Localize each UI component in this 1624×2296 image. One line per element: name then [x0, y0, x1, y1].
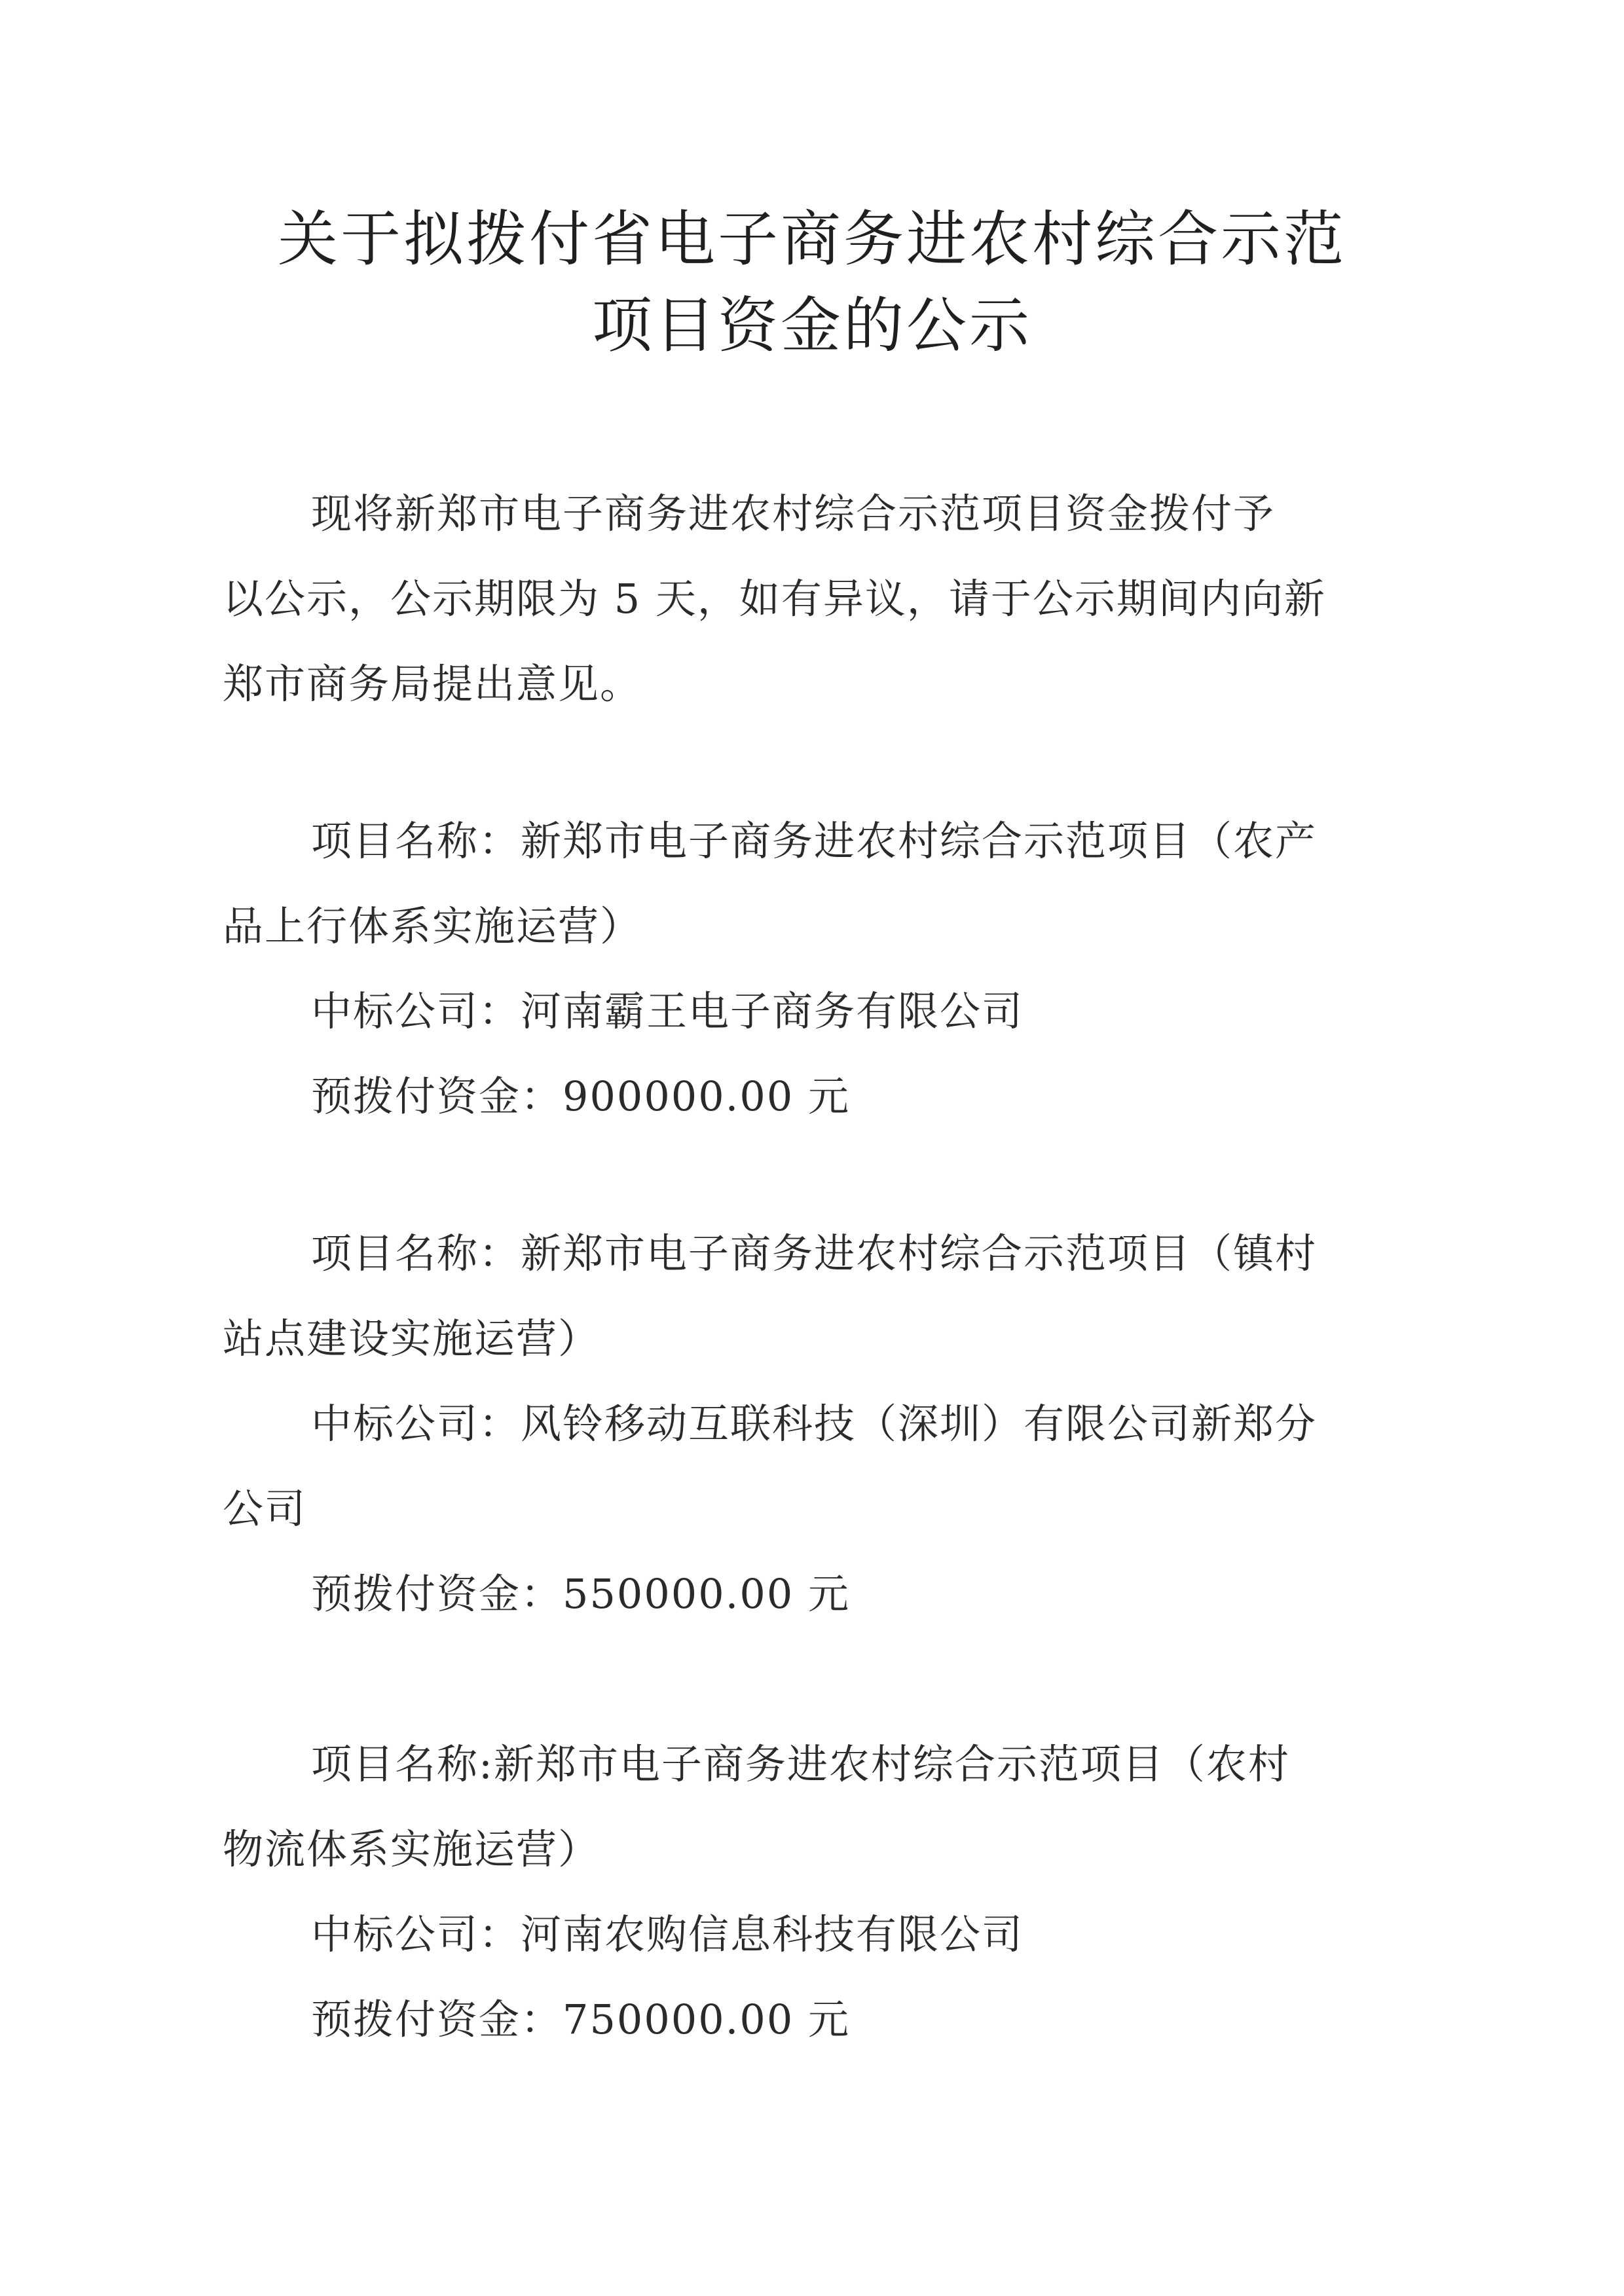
intro-line-1: 现将新郑市电子商务进农村综合示范项目资金拨付予: [311, 490, 1276, 538]
title-line-1: 关于拟拨付省电子商务进农村综合示范: [277, 204, 1346, 274]
project-2-name-cont: 站点建设实施运营）: [223, 1315, 600, 1362]
intro-line-2: 以公示，公示期限为 5 天，如有异议，请于公示期间内向新: [223, 575, 1326, 623]
project-2-name: 项目名称：新郑市电子商务进农村综合示范项目（镇村: [311, 1230, 1318, 1277]
intro-line-3: 郑市商务局提出意见。: [223, 660, 642, 708]
title-line-2: 项目资金的公示: [591, 291, 1032, 361]
project-3-name-cont: 物流体系实施运营）: [223, 1825, 600, 1873]
project-1-funds: 预拨付资金：900000.00 元: [311, 1072, 850, 1120]
document-title: [118, 196, 1506, 369]
project-3-company: 中标公司：河南农购信息科技有限公司: [311, 1910, 1024, 1958]
project-1-company: 中标公司：河南霸王电子商务有限公司: [311, 987, 1024, 1035]
project-3-name: 项目名称:新郑市电子商务进农村综合示范项目（农村: [311, 1740, 1290, 1788]
project-2-funds: 预拨付资金：550000.00 元: [311, 1570, 850, 1618]
project-2-company-cont: 公司: [223, 1485, 307, 1533]
project-2-company: 中标公司：风铃移动互联科技（深圳）有限公司新郑分: [311, 1400, 1318, 1448]
project-1-name-cont: 品上行体系实施运营）: [223, 902, 642, 950]
project-1-name: 项目名称：新郑市电子商务进农村综合示范项目（农产: [311, 817, 1318, 865]
project-3-funds: 预拨付资金：750000.00 元: [311, 1995, 850, 2043]
